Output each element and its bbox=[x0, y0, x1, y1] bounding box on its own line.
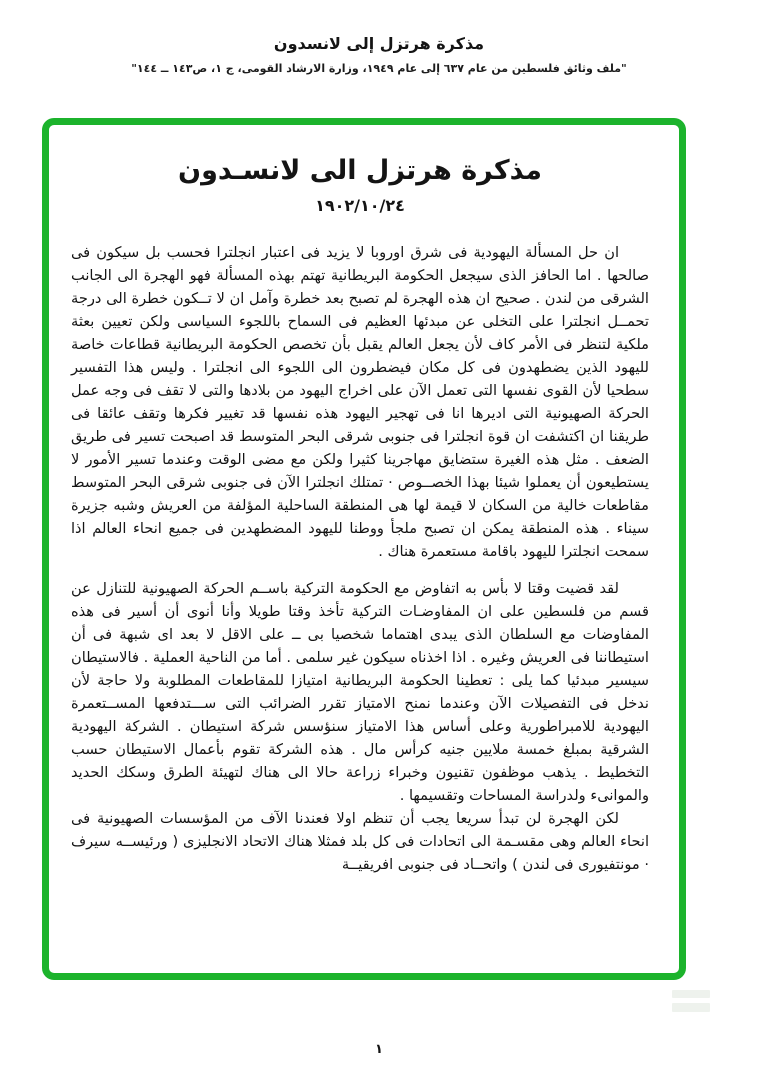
document-text bbox=[71, 241, 649, 876]
document-title: مذكرة هرتزل الى لانسـدون bbox=[178, 155, 542, 186]
paragraph-3: لكن الهجرة لن تبدأ سريعا يجب أن تنظم اولا فعندنا الآف من المؤسسات الصهيونية فى انحاء العالم وهى مقسـمة الى اتحادات فى كل بلد فمثلا هناك الاتحاد الانجليزى ( ورئيســه سيرف · مونتفيورى فى لندن ) واتحــاد فى جنوبى افريقيــة bbox=[71, 810, 649, 873]
scan-artifact bbox=[672, 990, 710, 998]
page-header bbox=[0, 0, 758, 75]
paragraph-2: لقد قضيت وقتا لا بأس به اتفاوض مع الحكومة التركية باســم الحركة الصهيونية للتنازل عن قسم من فلسطين على ان المفاوضـات التركية تأخذ وقتا طويلا وأنا أنوى أن أسير فى هذه المفاوضات مع السلطان الذى يبدى اهتماما شخصيا بى ــ على الاقل لا بعد اى شبهة فى أن استيطاننا فى العريش وغيره . اذا اخذناه سيكون غير سلمى . أما من الناحية العملية . فالاستيطان سيسير مبدئيا كما يلى : تعطينا الحكومة البريطانية امتيازا للمقاطعات المطلوبة ولا حاجة لأن ندخل فى التفصيلات الآن وعندما نمنح الامتياز تقرر الضرائب التى ســـتدفعها المســتعمرة اليهودية للامبراطورية وعلى أساس هذا الامتياز سنؤسس شركة استيطان . الشركة اليهودية الشرقية بمبلغ خمسة ملايين جنيه كرأس مال . هذه الشركة تقوم بأعمال الاستيطان حسب التخطيط . يذهب موظفون تقنيون وخبراء زراعة حالا الى هناك لتهيئة الطرق وسكك الحديد والموانىء ولدراسة المساحات وتقسيمها . bbox=[71, 580, 649, 804]
document-body-container bbox=[49, 125, 679, 886]
document-date: ١٩٠٢/١٠/٢٤ bbox=[315, 196, 405, 215]
page-number: ١ bbox=[375, 1042, 383, 1057]
source-citation: "ملف وثائق فلسطين من عام ٦٣٧ إلى عام ١٩٤٩، وزارة الارشاد القومى، ج ١، ص١٤٣ ــ ١٤٤" bbox=[131, 62, 627, 75]
document-green-frame bbox=[42, 118, 686, 980]
paragraph-1: ان حل المسألة اليهودية فى شرق اوروبا لا يزيد فى اعتبار انجلترا فحسب بل سيكون فى صالحها . اما الحافز الذى سيجعل الحكومة البريطانية تهتم بهذه المسألة فهو الهجرة الى الجانب الشرقى من لندن . صحيح ان هذه الهجرة لم تصبح بعد خطرة وآمل ان لا تــكون خطرة الى درجة تحمــل انجلترا على التخلى عن مبدئها العظيم فى السماح باللجوء السياسى ولكن تعيين بعثة ملكية لتنظر فى الأمر كاف لأن يجعل العالم يقبل بأن تخصص الحكومة البريطانية قطاعات خاصة لليهود الذين يضطهدون فى كل مكان فيضطرون الى اللجوء الى انجلترا . وليس هذا التفسير سطحيا لأن القوى نفسها التى تعمل الآن على اخراج اليهود من بلادها والتى لا تقف فى وجه عمل الحركة الصهيونية التى اديرها انا فى تهجير اليهود هذه نفسها قد تغيير فكرها وتقف عائقا فى طريقنا ان اكتشفت ان قوة انجلترا فى جنوبى شرقى البحر المتوسط قد اصبحت تسير فى طريق الضعف . مثل هذه الغيرة ستضايق مهاجرينا كثيرا ولكن مع مضى الوقت وعندما تسير الأمور لا يستطيعون أن يعملوا شيئا بهذا الخصــوص · تمتلك انجلترا الآن فى جنوبى شرقى البحر المتوسط مقاطعات خالية من السكان لا قيمة لها هى المنطقة الساحلية المؤلفة من العريش وشبه جزيرة سيناء . هذه المنطقة يمكن ان تصبح ملجأ ووطنا لليهود المضطهدين فى جميع انحاء العالم اذا سمحت انجلترا لليهود باقامة مستعمرة هناك . bbox=[71, 244, 649, 560]
page-header-title: مذكرة هرتزل إلى لانسدون bbox=[273, 34, 485, 53]
scan-artifact bbox=[672, 1003, 710, 1012]
